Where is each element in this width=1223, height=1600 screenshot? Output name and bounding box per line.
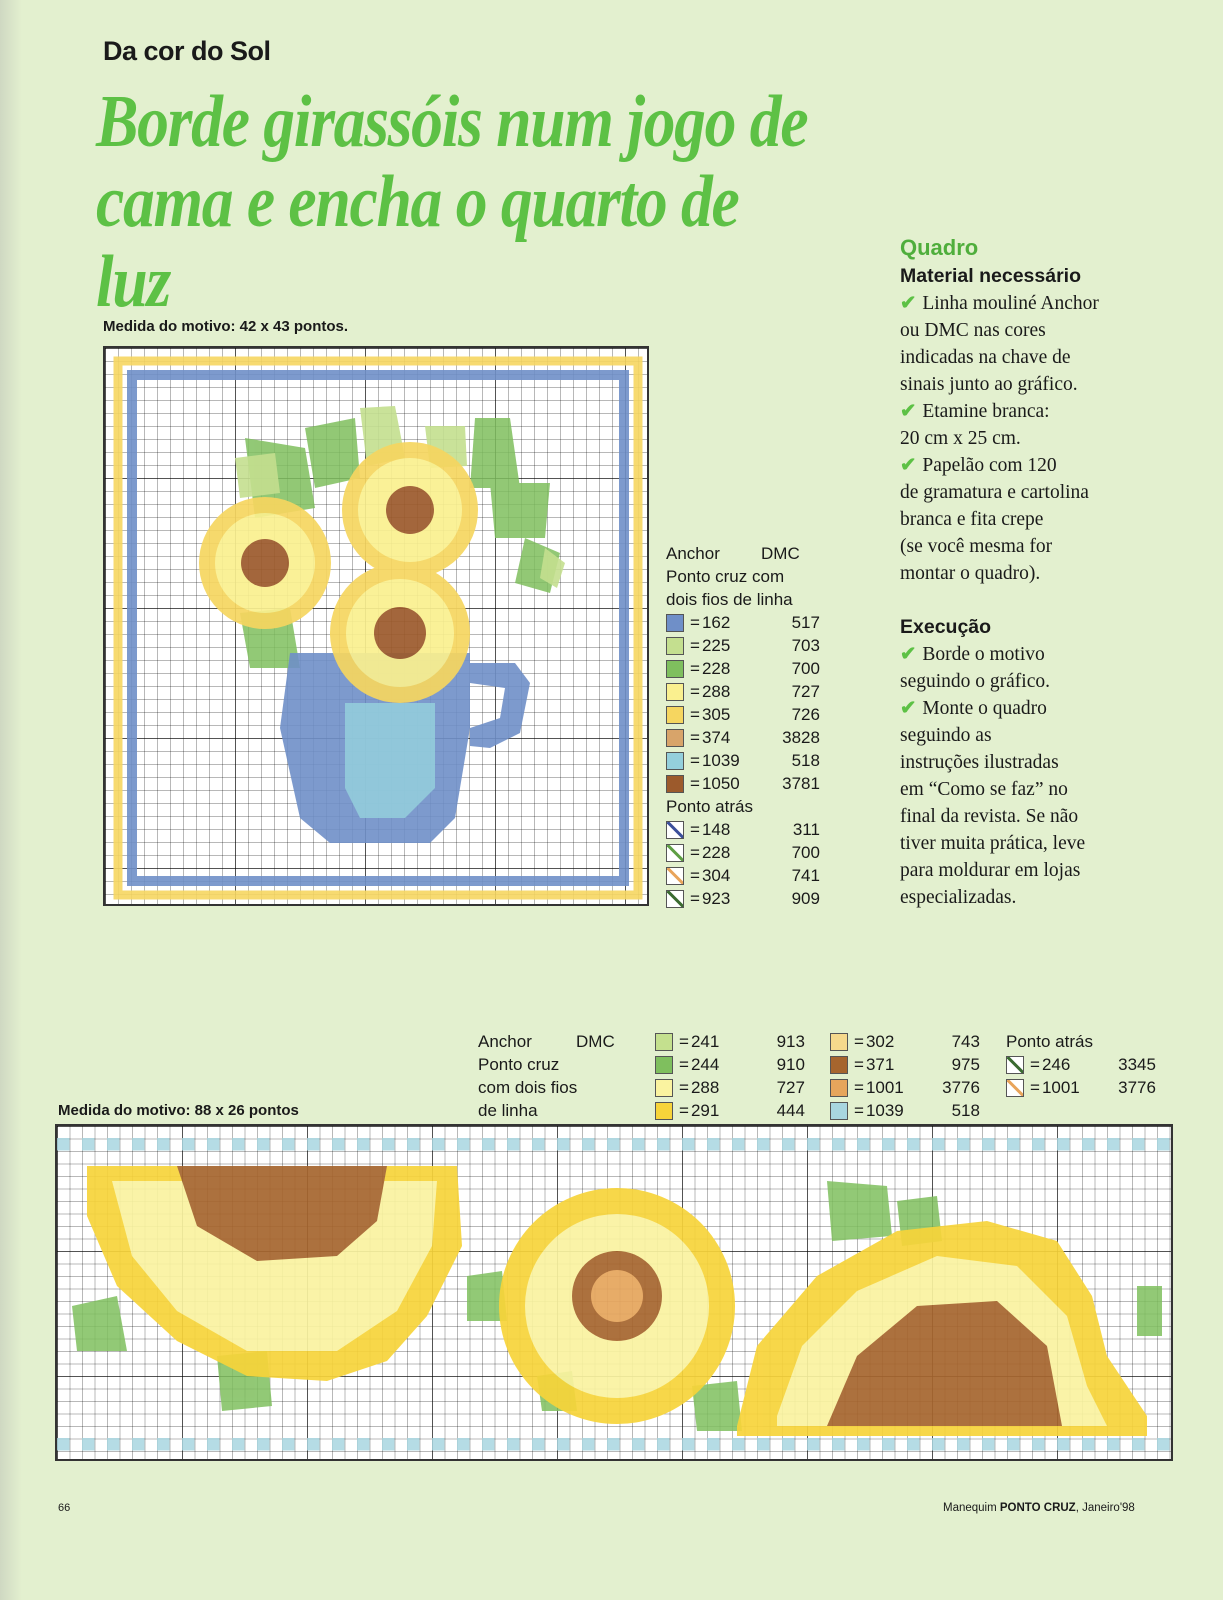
dmc-code: 910 [776,1055,805,1074]
sidebar-text: 20 cm x 25 cm. [900,428,1021,449]
dmc-code: 3781 [782,774,820,793]
key-header-dmc: DMC [761,544,800,563]
color-swatch [666,660,684,678]
anchor-code: 1001 [865,1078,904,1097]
sidebar-text: (se você mesma for [900,536,1053,557]
thread-key-row [655,1030,805,1053]
check-icon: ✔ [900,644,917,665]
sidebar-text: seguindo as [900,725,992,746]
sidebar-text-line [900,641,1099,668]
dmc-code: 726 [791,705,820,724]
cross-stitch-chart-border [55,1124,1173,1461]
dmc-code: 3345 [1118,1055,1156,1074]
sidebar-text: Etamine branca: [922,401,1050,422]
color-swatch [666,683,684,701]
dmc-code: 700 [791,843,820,862]
vase-motif-illustration [105,348,651,908]
equals-sign: = [690,705,700,724]
backstitch-key-row [666,864,820,887]
sidebar-text: indicadas na chave de [900,347,1071,368]
key-header [666,542,820,565]
color-swatch [830,1033,848,1051]
equals-sign: = [690,636,700,655]
sidebar-text-line [900,371,1099,398]
sidebar-text-line [900,749,1099,776]
page-number: 66 [58,1502,71,1514]
equals-sign: = [1030,1078,1040,1097]
dmc-code: 444 [776,1101,805,1120]
thread-key-row [655,1053,805,1076]
key-description: Ponto cruz [478,1055,560,1074]
equals-sign: = [690,682,700,701]
color-swatch [666,752,684,770]
sidebar-text-line [900,722,1099,749]
thread-key-row [830,1099,980,1122]
equals-sign: = [679,1055,689,1074]
thread-key-row [666,726,820,749]
motif-size-label-2: Medida do motivo: 88 x 26 pontos [58,1102,299,1119]
sidebar-text-line [900,776,1099,803]
sidebar-text-line [900,668,1099,695]
backstitch-key-row [666,841,820,864]
anchor-code: 241 [690,1032,720,1051]
key-description: de linha [478,1101,538,1120]
sidebar-text: Borde o motivo [922,644,1045,665]
anchor-code: 162 [701,613,731,632]
thread-key-backstitch [1006,1030,1156,1099]
anchor-code: 288 [690,1078,720,1097]
section-tag: Da cor do Sol [103,36,271,66]
anchor-code: 1039 [865,1101,904,1120]
dmc-code: 3776 [942,1078,980,1097]
equals-sign: = [679,1101,689,1120]
equals-sign: = [690,843,700,862]
sidebar-text: montar o quadro). [900,563,1041,584]
key-header [478,1030,615,1053]
backstitch-swatch [666,890,684,908]
color-swatch [666,706,684,724]
backstitch-swatch [666,844,684,862]
publication-footer [943,1502,1135,1514]
color-swatch [655,1102,673,1120]
equals-sign: = [690,866,700,885]
equals-sign: = [690,613,700,632]
equals-sign: = [854,1055,864,1074]
equals-sign: = [679,1032,689,1051]
backstitch-swatch [1006,1056,1024,1074]
page-binding-edge [0,0,22,1600]
thread-key-border-desc [478,1030,615,1122]
backstitch-key-row [666,887,820,910]
anchor-code: 371 [865,1055,895,1074]
thread-key-row [666,611,820,634]
execution-steps [900,641,1099,911]
color-swatch [830,1102,848,1120]
dmc-code: 518 [791,751,820,770]
key-header-anchor: Anchor [478,1032,532,1051]
sidebar-text: sinais junto ao gráfico. [900,374,1078,395]
sidebar-text-line [900,533,1099,560]
check-icon: ✔ [900,293,917,314]
equals-sign: = [690,774,700,793]
materials-sidebar [900,234,1099,911]
backstitch-swatch [666,867,684,885]
key-description: Ponto cruz com [666,567,785,586]
anchor-code: 304 [701,866,731,885]
anchor-code: 1039 [701,751,740,770]
sidebar-text-line [900,479,1099,506]
dmc-code: 518 [951,1101,980,1120]
backstitch-key-row [666,818,820,841]
dmc-code: 727 [791,682,820,701]
sidebar-text-line [900,884,1099,911]
dmc-code: 743 [951,1032,980,1051]
sidebar-text-line [900,398,1099,425]
sidebar-text-line [900,695,1099,722]
sidebar-text-line [900,830,1099,857]
footer-pre: Manequim [943,1502,1000,1514]
sidebar-text-line [900,506,1099,533]
sidebar-text: final da revista. Se não [900,806,1079,827]
sidebar-text: em “Como se faz” no [900,779,1068,800]
sidebar-text: ou DMC nas cores [900,320,1046,341]
anchor-code: 291 [690,1101,720,1120]
anchor-code: 305 [701,705,731,724]
cross-stitch-chart-vase [103,346,649,906]
anchor-code: 246 [1041,1055,1071,1074]
equals-sign: = [679,1078,689,1097]
materials-list [900,290,1099,587]
dmc-code: 727 [776,1078,805,1097]
sidebar-text: Monte o quadro [922,698,1047,719]
sidebar-text-line [900,317,1099,344]
sidebar-text: seguindo o gráfico. [900,671,1051,692]
key-description: dois fios de linha [666,590,793,609]
equals-sign: = [690,889,700,908]
dmc-code: 3776 [1118,1078,1156,1097]
backstitch-swatch [1006,1079,1024,1097]
thread-key-row [666,657,820,680]
thread-key-row [666,772,820,795]
thread-key-row [830,1030,980,1053]
dmc-code: 975 [951,1055,980,1074]
anchor-code: 1001 [1041,1078,1080,1097]
dmc-code: 741 [791,866,820,885]
sidebar-text-line [900,344,1099,371]
dmc-code: 703 [791,636,820,655]
equals-sign: = [690,659,700,678]
sidebar-text: Linha mouliné Anchor [922,293,1099,314]
anchor-code: 374 [701,728,731,747]
key-backstitch-title: Ponto atrás [666,797,753,816]
sidebar-text-line [900,425,1099,452]
anchor-code: 228 [701,659,731,678]
border-motif-illustration [57,1126,1175,1463]
execution-heading: Execução [900,616,992,638]
anchor-code: 228 [701,843,731,862]
thread-key-column-2 [830,1030,980,1122]
key-cross-list [666,611,820,795]
thread-key-row [666,680,820,703]
motif-size-label-1: Medida do motivo: 42 x 43 pontos. [103,318,349,335]
thread-key-row [830,1076,980,1099]
backstitch-swatch [666,821,684,839]
key-header-dmc: DMC [576,1032,615,1051]
sidebar-text: Papelão com 120 [922,455,1057,476]
page-title: Borde girassóis num jogo de cama e encha o quarto de luz [96,81,808,323]
anchor-code: 1050 [701,774,740,793]
color-swatch [666,729,684,747]
equals-sign: = [854,1078,864,1097]
sidebar-text-line [900,290,1099,317]
sidebar-text-line [900,803,1099,830]
thread-key-row [666,703,820,726]
check-icon: ✔ [900,455,917,476]
sidebar-text: para moldurar em lojas [900,860,1081,881]
dmc-code: 3828 [782,728,820,747]
sidebar-text-line [900,560,1099,587]
dmc-code: 913 [776,1032,805,1051]
key-header-anchor: Anchor [666,544,720,563]
materials-heading: Material necessário [900,265,1082,287]
color-swatch [655,1056,673,1074]
anchor-code: 148 [701,820,731,839]
equals-sign: = [1030,1055,1040,1074]
equals-sign: = [690,728,700,747]
sidebar-text: branca e fita crepe [900,509,1044,530]
thread-key-row [830,1053,980,1076]
color-swatch [830,1056,848,1074]
thread-key-column-1 [655,1030,805,1122]
sidebar-text-line [900,857,1099,884]
color-swatch [666,637,684,655]
thread-key-row [655,1076,805,1099]
color-swatch [655,1079,673,1097]
thread-key-row [655,1099,805,1122]
sidebar-text: de gramatura e cartolina [900,482,1089,503]
anchor-code: 244 [690,1055,720,1074]
dmc-code: 700 [791,659,820,678]
sidebar-text: especializadas. [900,887,1017,908]
color-swatch [666,614,684,632]
check-icon: ✔ [900,698,917,719]
sidebar-text: instruções ilustradas [900,752,1059,773]
dmc-code: 909 [791,889,820,908]
sidebar-quadro-heading: Quadro [900,235,979,260]
backstitch-key-row [1006,1053,1156,1076]
anchor-code: 288 [701,682,731,701]
color-swatch [655,1033,673,1051]
dmc-code: 311 [792,820,820,839]
anchor-code: 923 [701,889,731,908]
color-swatch [830,1079,848,1097]
color-swatch [666,775,684,793]
key-backstitch-list [666,818,820,910]
sidebar-text: tiver muita prática, leve [900,833,1086,854]
footer-post: , Janeiro'98 [1075,1502,1135,1514]
check-icon: ✔ [900,401,917,422]
thread-key-row [666,634,820,657]
anchor-code: 225 [701,636,731,655]
backstitch-key-row [1006,1076,1156,1099]
equals-sign: = [690,820,700,839]
key-backstitch-title: Ponto atrás [1006,1032,1093,1051]
thread-key-vase [666,542,820,910]
anchor-code: 302 [865,1032,895,1051]
sidebar-text-line [900,452,1099,479]
equals-sign: = [690,751,700,770]
equals-sign: = [854,1032,864,1051]
dmc-code: 517 [791,613,820,632]
equals-sign: = [854,1101,864,1120]
thread-key-row [666,749,820,772]
key-description: com dois fios [478,1078,578,1097]
footer-brand: PONTO CRUZ [999,1502,1076,1514]
